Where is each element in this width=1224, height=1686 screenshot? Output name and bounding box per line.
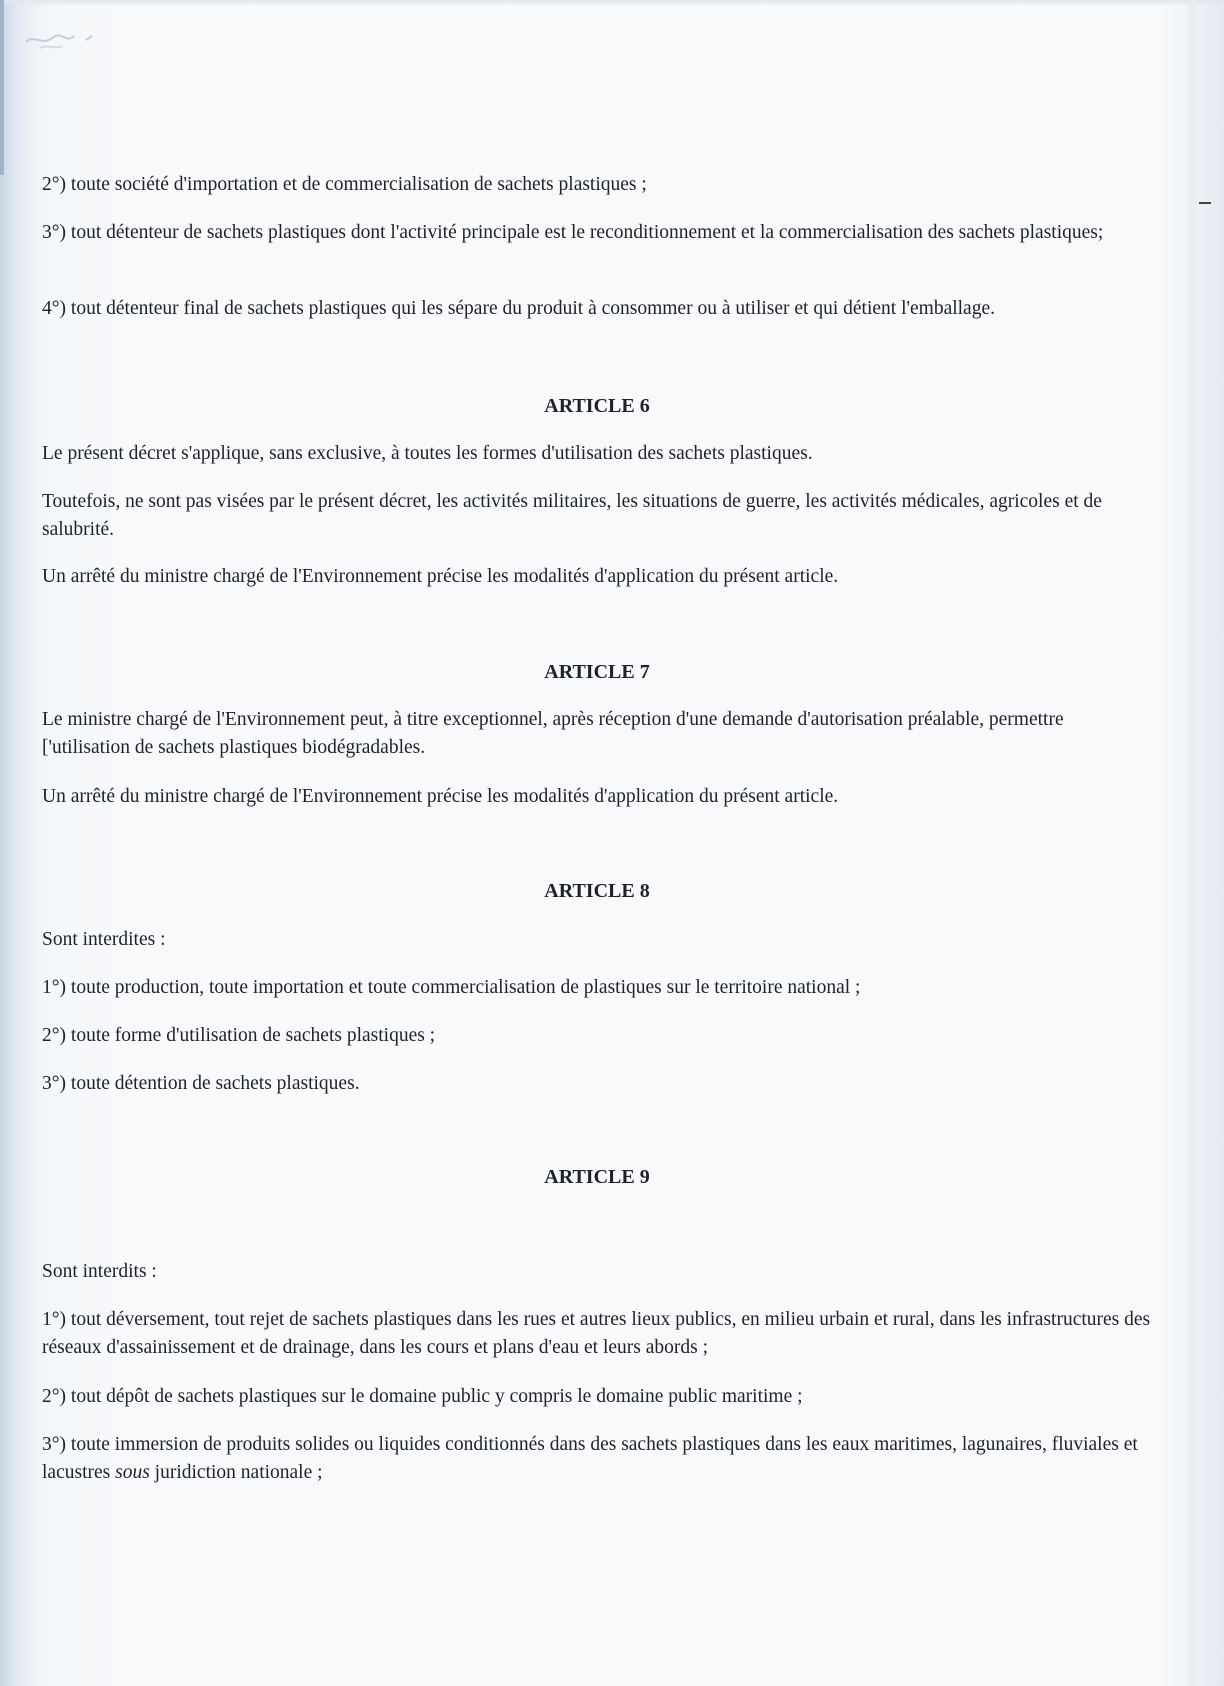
text-run: juridiction nationale ; [149,1462,323,1483]
scan-margin-mark [0,0,4,175]
list-item: 3°) tout détenteur de sachets plastiques dont l'activité principale est le reconditionnement et la commercialisation des sachets plastiques; [42,222,1104,243]
paragraph: Le présent décret s'applique, sans exclusive, à toutes les formes d'utilisation des sachets plastiques. [42,443,813,464]
paragraph: Le ministre chargé de l'Environnement peut, à titre exceptionnel, après réception d'une demande d'autorisation préalable, permettre ['utilisation de sachets plastiques biodégradables. [42,709,1064,758]
scan-smudge-mark [22,28,102,54]
scan-edge-top [0,0,1224,6]
list-item: 2°) toute société d'importation et de commercialisation de sachets plastiques ; [42,174,647,195]
paragraph: Un arrêté du ministre chargé de l'Environnement précise les modalités d'application du présent article. [42,786,839,807]
list-item: 2°) tout dépôt de sachets plastiques sur le domaine public y compris le domaine public maritime ; [42,1386,803,1407]
article-6-heading: ARTICLE 6 [544,395,650,417]
list-item: 1°) toute production, toute importation et toute commercialisation de plastiques sur le territoire national ; [42,977,861,998]
list-item [42,1431,1152,1487]
paragraph: Toutefois, ne sont pas visées par le présent décret, les activités militaires, les situations de guerre, les activités médicales, agricoles et de salubrité. [42,491,1102,540]
italic-text-run: sous [115,1462,150,1483]
list-item: 3°) toute détention de sachets plastiques. [42,1073,360,1094]
article-8-heading: ARTICLE 8 [544,880,650,902]
list-item: 2°) toute forme d'utilisation de sachets plastiques ; [42,1025,436,1046]
article-9-heading: ARTICLE 9 [544,1166,650,1188]
scan-fold-shadow [1186,0,1198,1686]
article-7-heading: ARTICLE 7 [544,661,650,683]
paragraph: Sont interdits : [42,1261,157,1282]
margin-dash-mark [1199,202,1211,204]
paragraph: Sont interdites : [42,929,166,950]
paragraph: Un arrêté du ministre chargé de l'Environnement précise les modalités d'application du présent article. [42,566,839,587]
list-item: 1°) tout déversement, tout rejet de sachets plastiques dans les rues et autres lieux publics, en milieu urbain et rural, dans les infrastructures des réseaux d'assainissement et de drainage, dans les cours et plans d'eau et leurs abords ; [42,1309,1151,1358]
text-run: 3°) toute immersion de produits solides ou liquides conditionnés dans des sachets plastiques dans les eaux maritimes, lagunaires, fluviales et lacustres [42,1434,1138,1483]
list-item: 4°) tout détenteur final de sachets plastiques qui les sépare du produit à consommer ou à utiliser et qui détient l'emballage. [42,298,995,319]
